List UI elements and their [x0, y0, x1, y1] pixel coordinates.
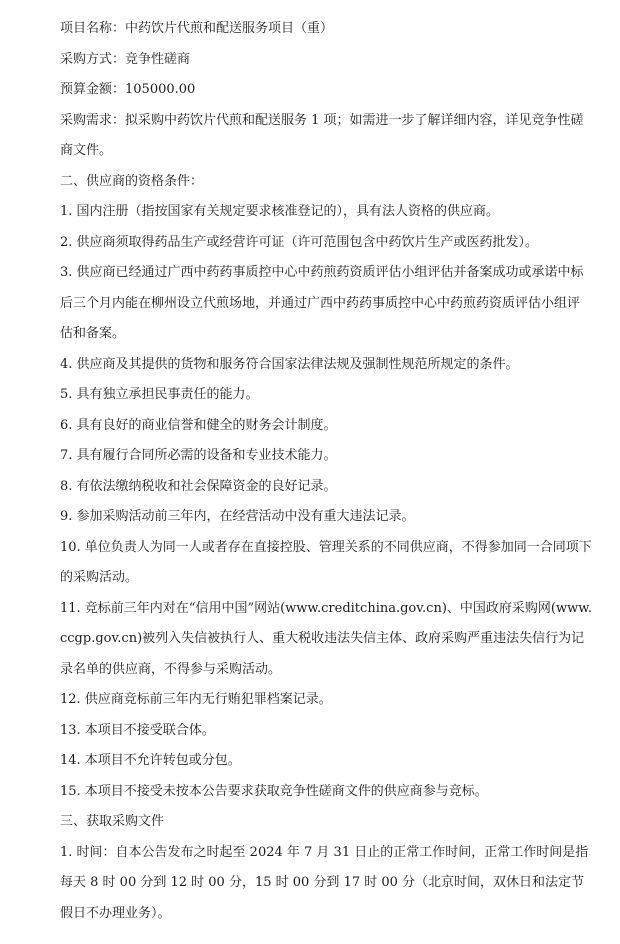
qualification-item: 11. 竞标前三年内对在“信用中国”网站(www.creditchina.gov.cn)、中国政府采购网(www.ccgp.gov.cn)被列入失信被执行人、重大税收违法失信主体、政府采购严重违法失信行为记录名单的供应商，不得参与采购活动。: [60, 600, 592, 677]
section-title-obtain-documents: 三、获取采购文件: [60, 814, 165, 829]
qualification-item: 10. 单位负责人为同一人或者存在直接控股、管理关系的不同供应商，不得参加同一合同项下的采购活动。: [60, 539, 592, 585]
qualification-item: 5. 具有独立承担民事责任的能力。: [60, 387, 259, 402]
qualification-item: 9. 参加采购活动前三年内，在经营活动中没有重大违法记录。: [60, 509, 415, 524]
qualification-item: 6. 具有良好的商业信誉和健全的财务会计制度。: [60, 417, 337, 433]
procurement-method: 采购方式：竞争性磋商: [60, 51, 191, 67]
budget-amount: 预算金额：105000.00: [60, 82, 196, 97]
qualification-item: 7. 具有履行合同所必需的设备和专业技术能力。: [60, 448, 337, 463]
obtain-time: 1. 时间：自本公告发布之时起至 2024 年 7 月 31 日止的正常工作时间，正常工作时间是指每天 8 时 00 分到 12 时 00 分，15 时 00 分到 17 时 00 分（北京时间，双休日和法定节假日不办理业务）。: [60, 844, 589, 921]
qualification-item: 2. 供应商须取得药品生产或经营许可证（许可范围包含中药饮片生产或医药批发）。: [60, 234, 539, 250]
qualification-item: 12. 供应商竞标前三年内无行贿犯罪档案记录。: [60, 692, 332, 707]
qualification-item: 14. 本项目不允许转包或分包。: [60, 753, 241, 768]
qualification-item: 4. 供应商及其提供的货物和服务符合国家法律法规及强制性规范所规定的条件。: [60, 356, 519, 372]
qualification-item: 8. 有依法缴纳税收和社会保障资金的良好记录。: [60, 478, 337, 494]
procurement-requirement: 采购需求：拟采购中药饮片代煎和配送服务 1 项；如需进一步了解详细内容，详见竞争性磋商文件。: [60, 112, 584, 158]
qualification-item: 1. 国内注册（指按国家有关规定要求核准登记的），具有法人资格的供应商。: [60, 204, 500, 219]
qualification-item: 13. 本项目不接受联合体。: [60, 722, 215, 738]
project-name: 项目名称：中药饮片代煎和配送服务项目（重）: [60, 21, 334, 36]
section-title-qualifications: 二、供应商的资格条件：: [60, 173, 204, 189]
qualification-item: 3. 供应商已经通过广西中药药事质控中心中药煎药资质评估小组评估并备案成功或承诺中标后三个月内能在柳州设立代煎场地，并通过广西中药药事质控中心中药煎药资质评估小组评估和备案。: [60, 265, 584, 341]
qualification-item: 15. 本项目不接受未按本公告要求获取竞争性磋商文件的供应商参与竞标。: [60, 783, 488, 799]
